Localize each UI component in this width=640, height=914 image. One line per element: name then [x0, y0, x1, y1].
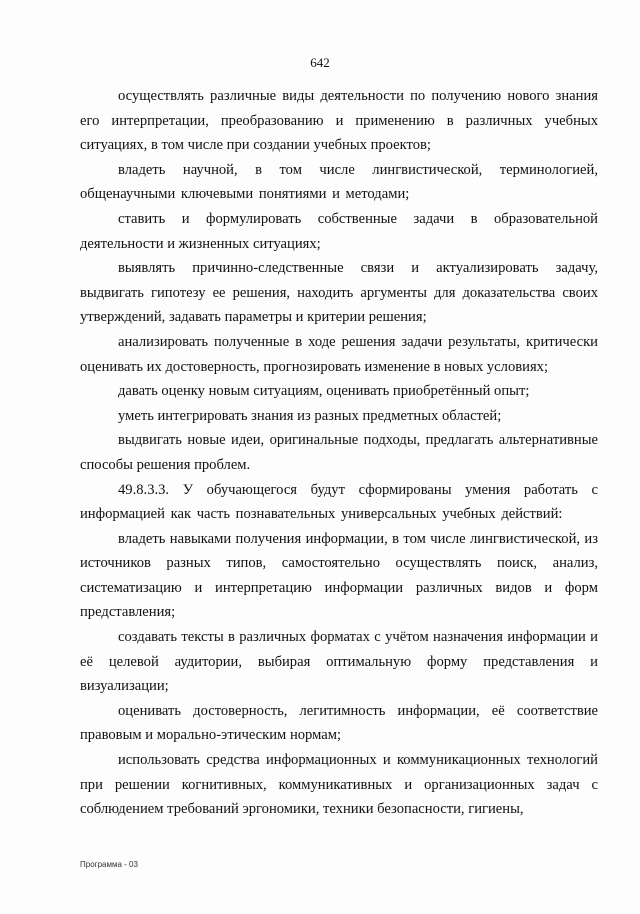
paragraph: выявлять причинно-следственные связи и актуализировать задачу, выдвигать гипотезу ее решения, находить аргументы для доказательства своих утверждений, задавать параметры и критерии решения;: [80, 260, 598, 326]
paragraph: давать оценку новым ситуациям, оценивать приобретённый опыт;: [118, 383, 530, 400]
paragraph: анализировать полученные в ходе решения задачи результаты, критически оценивать их достоверность, прогнозировать изменение в новых условиях;: [80, 333, 598, 375]
page-number: 642: [310, 55, 330, 70]
paragraph: осуществлять различные виды деятельности по получению нового знания его интерпретации, преобразованию и применению в различных учебных ситуациях, в том числе при создании учебных проектов;: [80, 88, 598, 154]
paragraph: выдвигать новые идеи, оригинальные подходы, предлагать альтернативные способы решения проблем.: [80, 432, 598, 473]
paragraph: владеть научной, в том числе лингвистической, терминологией, общенаучными ключевыми понятиями и методами;: [80, 161, 598, 203]
paragraph: использовать средства информационных и коммуникационных технологий при решении когнитивных, коммуникативных и организационных задач с соблюдением требований эргономики, техники безопасности, гигиены,: [80, 752, 598, 818]
section-paragraph: 49.8.3.3. У обучающегося будут сформированы умения работать с информацией как часть познавательных универсальных учебных действий:: [80, 481, 598, 523]
paragraph: оценивать достоверность, легитимность информации, её соответствие правовым и морально-этическим нормам;: [80, 702, 598, 744]
body-text: [80, 84, 598, 822]
footer-label: Программа - 03: [80, 860, 138, 869]
paragraph: уметь интегрировать знания из разных предметных областей;: [118, 407, 502, 424]
paragraph: ставить и формулировать собственные задачи в образовательной деятельности и жизненных ситуациях;: [80, 210, 598, 252]
paragraph: владеть навыками получения информации, в том числе лингвистической, из источников разных типов, самостоятельно осуществлять поиск, анализ, систематизацию и интерпретацию информации различных видов и форм представления;: [80, 530, 598, 621]
paragraph: создавать тексты в различных форматах с учётом назначения информации и её целевой аудитории, выбирая оптимальную форму представления и визуализации;: [80, 629, 598, 695]
